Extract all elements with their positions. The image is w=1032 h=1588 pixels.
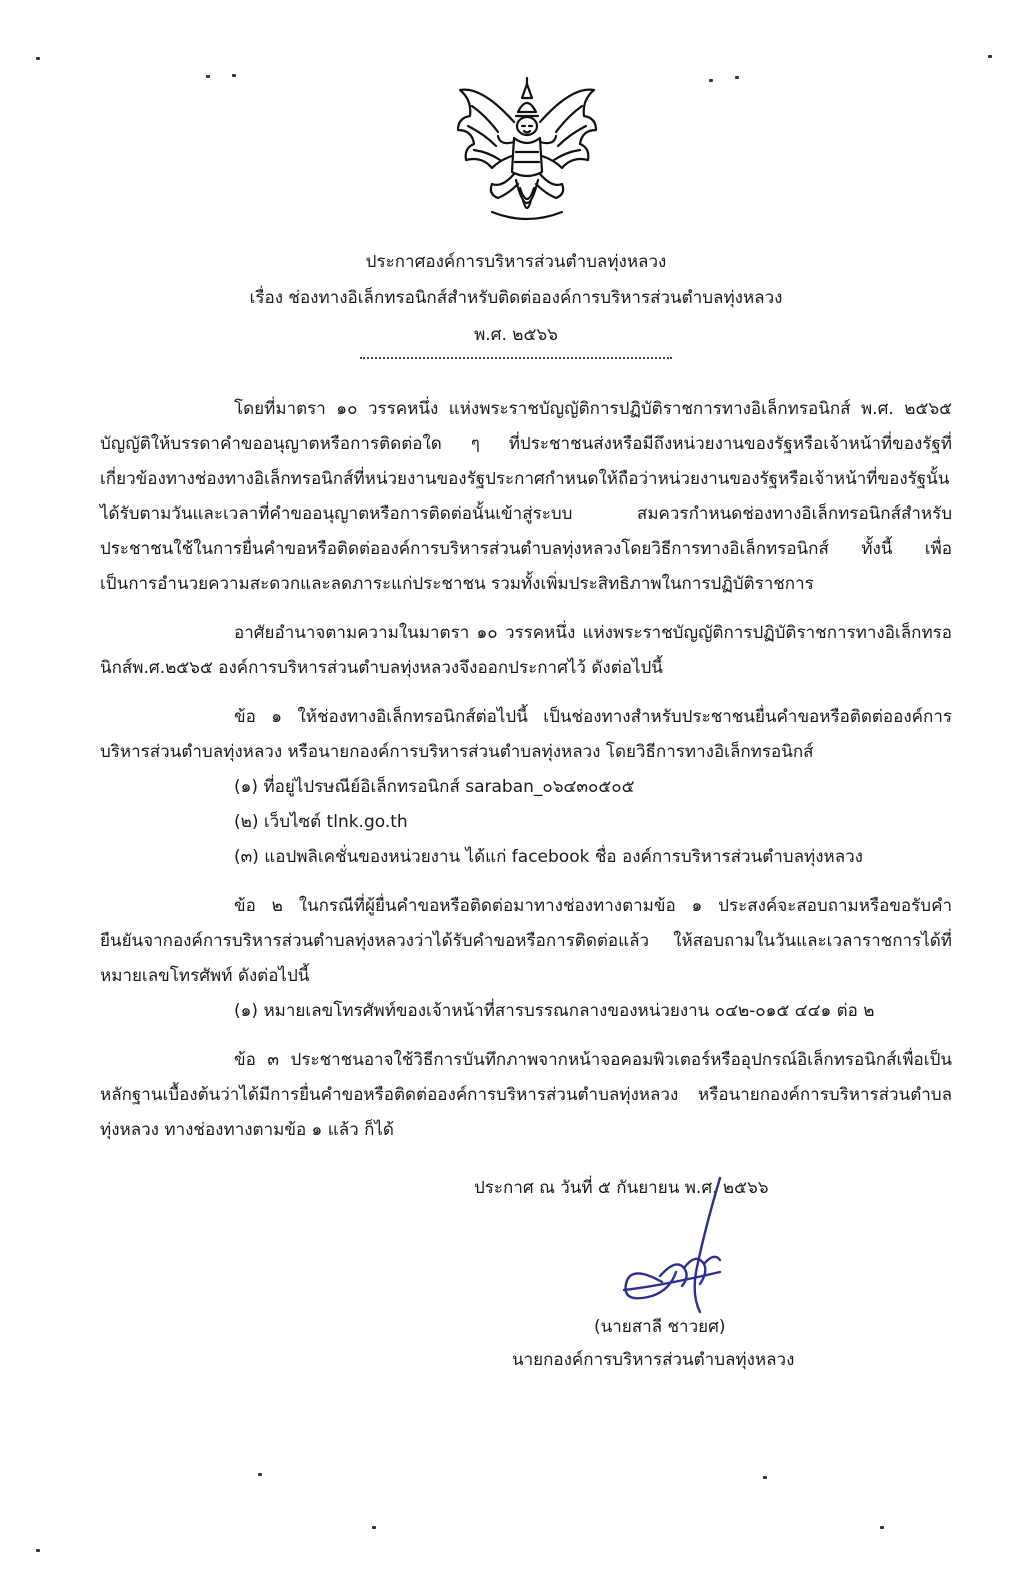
scan-speck [36, 57, 40, 60]
handwritten-signature-icon [600, 1172, 790, 1332]
clause-3: ข้อ ๓ ประชาชนอาจใช้วิธีการบันทึกภาพจากหน้าจอคอมพิวเตอร์หรืออุปกรณ์อิเล็กทรอนิกส์เพื่อเป็นหลักฐานเบื้องต้นว่าได้มีการยื่นคำขอหรือติดต่อองค์การบริหารส่วนตำบลทุ่งหลวง หรือนายกองค์การบริหารส่วนตำบลทุ่งหลวง ทางช่องทางตามข้อ ๑ แล้ว ก็ได้ [100, 1050, 952, 1140]
announcement-date: ประกาศ ณ วันที่ ๕ กันยายน พ.ศ. ๒๕๖๖ [474, 1178, 769, 1198]
signer-name: (นายสาลี ชาวยศ) [594, 1317, 726, 1337]
preamble-paragraph: โดยที่มาตรา ๑๐ วรรคหนึ่ง แห่งพระราชบัญญัติการปฏิบัติราชการทางอิเล็กทรอนิกส์ พ.ศ. ๒๕๖๕ บัญญัติให้บรรดาคำขออนุญาตหรือการติดต่อใด ๆ ที่ประชาชนส่งหรือมีถึงหน่วยงานของรัฐหรือเจ้าหน้าที่ของรัฐที่เกี่ยวข้องทางช่องทางอิเล็กทรอนิกส์ที่หน่วยงานของรัฐประกาศกำหนดให้ถือว่าหน่วยงานของรัฐหรือเจ้าหน้าที่ของรัฐนั้นได้รับตามวันและเวลาที่คำขออนุญาตหรือการติดต่อนั้นเข้าสู่ระบบ สมควรกำหนดช่องทางอิเล็กทรอนิกส์สำหรับประชาชนใช้ในการยื่นคำขอหรือติดต่อองค์การบริหารส่วนตำบลทุ่งหลวงโดยวิธีการทางอิเล็กทรอนิกส์ ทั้งนี้ เพื่อเป็นการอำนวยความสะดวกและลดภาระแก่ประชาชน รวมทั้งเพิ่มประสิทธิภาพในการปฏิบัติราชการ [100, 399, 952, 594]
announcement-subject: เรื่อง ช่องทางอิเล็กทรอนิกส์สำหรับติดต่อองค์การบริหารส่วนตำบลทุ่งหลวง [249, 288, 783, 308]
clause-1-item-facebook: (๓) แอปพลิเคชั่นของหน่วยงาน ได้แก่ facebook ชื่อ องค์การบริหารส่วนตำบลทุ่งหลวง [234, 847, 863, 867]
signer-position: นายกองค์การบริหารส่วนตำบลทุ่งหลวง [512, 1350, 795, 1370]
announcement-body [100, 392, 952, 1162]
clause-1: ข้อ ๑ ให้ช่องทางอิเล็กทรอนิกส์ต่อไปนี้ เป็นช่องทางสำหรับประชาชนยื่นคำขอหรือติดต่อองค์การบริหารส่วนตำบลทุ่งหลวง หรือนายกองค์การบริหารส่วนตำบลทุ่งหลวง โดยวิธีการทางอิเล็กทรอนิกส์ [100, 707, 952, 762]
scan-speck [880, 1526, 884, 1529]
scan-speck [763, 1476, 767, 1479]
scan-speck [206, 75, 210, 78]
clause-1-item-website: (๒) เว็บไซต์ tlnk.go.th [234, 812, 408, 832]
scan-speck [36, 1549, 40, 1552]
announcement-title: ประกาศองค์การบริหารส่วนตำบลทุ่งหลวง [365, 252, 667, 272]
clause-2-item-phone: (๑) หมายเลขโทรศัพท์ของเจ้าหน้าที่สารบรรณกลางของหน่วยงาน ๐๔๒-๐๑๕ ๔๔๑ ต่อ ๒ [234, 1001, 875, 1021]
garuda-emblem-icon [452, 76, 602, 232]
scan-speck [372, 1526, 376, 1529]
clause-2: ข้อ ๒ ในกรณีที่ผู้ยื่นคำขอหรือติดต่อมาทางช่องทางตามข้อ ๑ ประสงค์จะสอบถามหรือขอรับคำยืนยันจากองค์การบริหารส่วนตำบลทุ่งหลวงว่าได้รับคำขอหรือการติดต่อแล้ว ให้สอบถามในวันและเวลาราชการได้ที่หมายเลขโทรศัพท์ ดังต่อไปนี้ [100, 896, 952, 986]
scan-speck [709, 79, 713, 82]
scan-speck [232, 74, 236, 77]
scan-speck [988, 55, 992, 58]
announcement-year: พ.ศ. ๒๕๖๖ [474, 325, 558, 345]
authority-paragraph: อาศัยอำนาจตามความในมาตรา ๑๐ วรรคหนึ่ง แห่งพระราชบัญญัติการปฏิบัติราชการทางอิเล็กทรอนิกส์พ.ศ.๒๕๖๕ องค์การบริหารส่วนตำบลทุ่งหลวงจึงออกประกาศไว้ ดังต่อไปนี้ [100, 623, 952, 678]
scan-speck [258, 1473, 262, 1476]
scan-speck [735, 76, 739, 79]
clause-1-item-email: (๑) ที่อยู่ไปรษณีย์อิเล็กทรอนิกส์ saraban_๐๖๔๓๐๕๐๕ [234, 777, 635, 797]
divider-dotted-line [360, 357, 672, 359]
